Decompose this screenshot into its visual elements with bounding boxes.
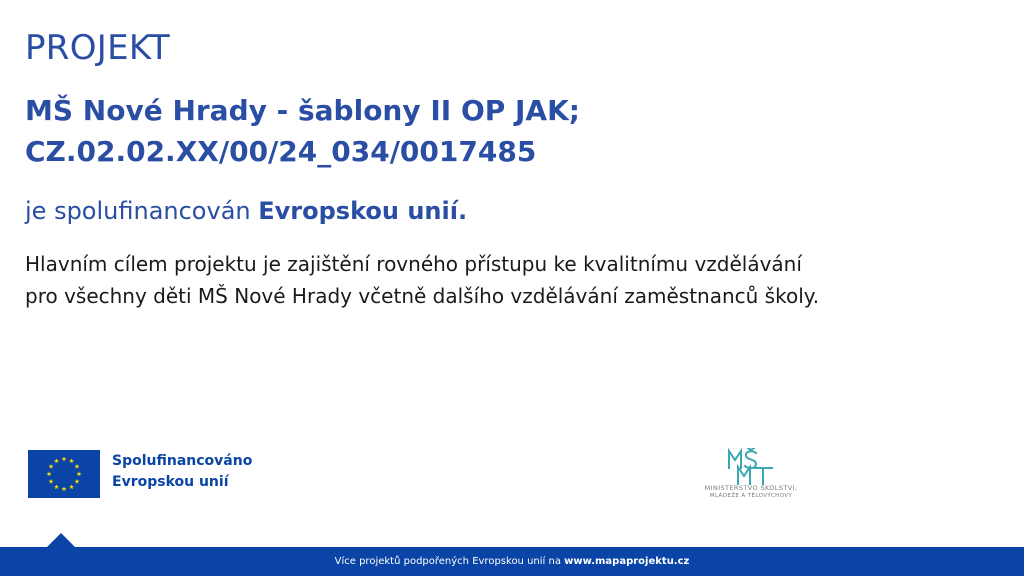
eu-star-icon — [47, 471, 52, 476]
eu-star-icon — [54, 458, 59, 463]
eu-star-icon — [62, 456, 67, 461]
msmt-logo-icon — [726, 448, 776, 486]
eu-star-icon — [77, 471, 82, 476]
cofinancing-prefix: je spolufinancován — [25, 197, 259, 225]
project-title: MŠ Nové Hrady - šablony II OP JAK; — [25, 94, 580, 127]
project-name — [25, 90, 580, 172]
eu-star-icon — [62, 486, 67, 491]
eu-star-icon — [49, 464, 54, 469]
eu-star-icon — [49, 479, 54, 484]
eu-star-icon — [54, 484, 59, 489]
eu-star-icon — [69, 484, 74, 489]
eu-flag-icon — [28, 450, 100, 498]
project-goal — [25, 248, 819, 312]
page-title: PROJEKT — [25, 28, 170, 68]
eu-star-icon — [75, 464, 80, 469]
footer-notch — [46, 533, 76, 548]
eu-cofunded-line-2: Evropskou unií — [112, 474, 229, 490]
eu-star-icon — [69, 458, 74, 463]
cofinancing-statement — [25, 195, 467, 227]
msmt-name-line-1: MINISTERSTVO ŠKOLSTVÍ, — [704, 484, 798, 492]
footer-link[interactable]: www.mapaprojektu.cz — [564, 556, 690, 567]
footer-text — [0, 547, 1024, 576]
eu-cofunded-label — [112, 451, 252, 493]
footer-prefix: Více projektů podpořených Evropskou unií na — [334, 556, 565, 567]
project-goal-line-1: Hlavním cílem projektu je zajištění rovného přístupu ke kvalitnímu vzdělávání — [25, 252, 802, 276]
project-goal-line-2: pro všechny děti MŠ Nové Hrady včetně dalšího vzdělávání zaměstnanců školy. — [25, 284, 820, 308]
eu-stars — [28, 450, 100, 498]
eu-star-icon — [75, 479, 80, 484]
msmt-name-line-2: MLÁDEŽE A TĚLOVÝCHOVY — [709, 493, 793, 499]
eu-cofunded-line-1: Spolufinancováno — [112, 453, 253, 469]
cofinancing-emphasis: Evropskou unií. — [258, 197, 468, 225]
project-registration-number: CZ.02.02.XX/00/24_034/0017485 — [25, 135, 537, 168]
